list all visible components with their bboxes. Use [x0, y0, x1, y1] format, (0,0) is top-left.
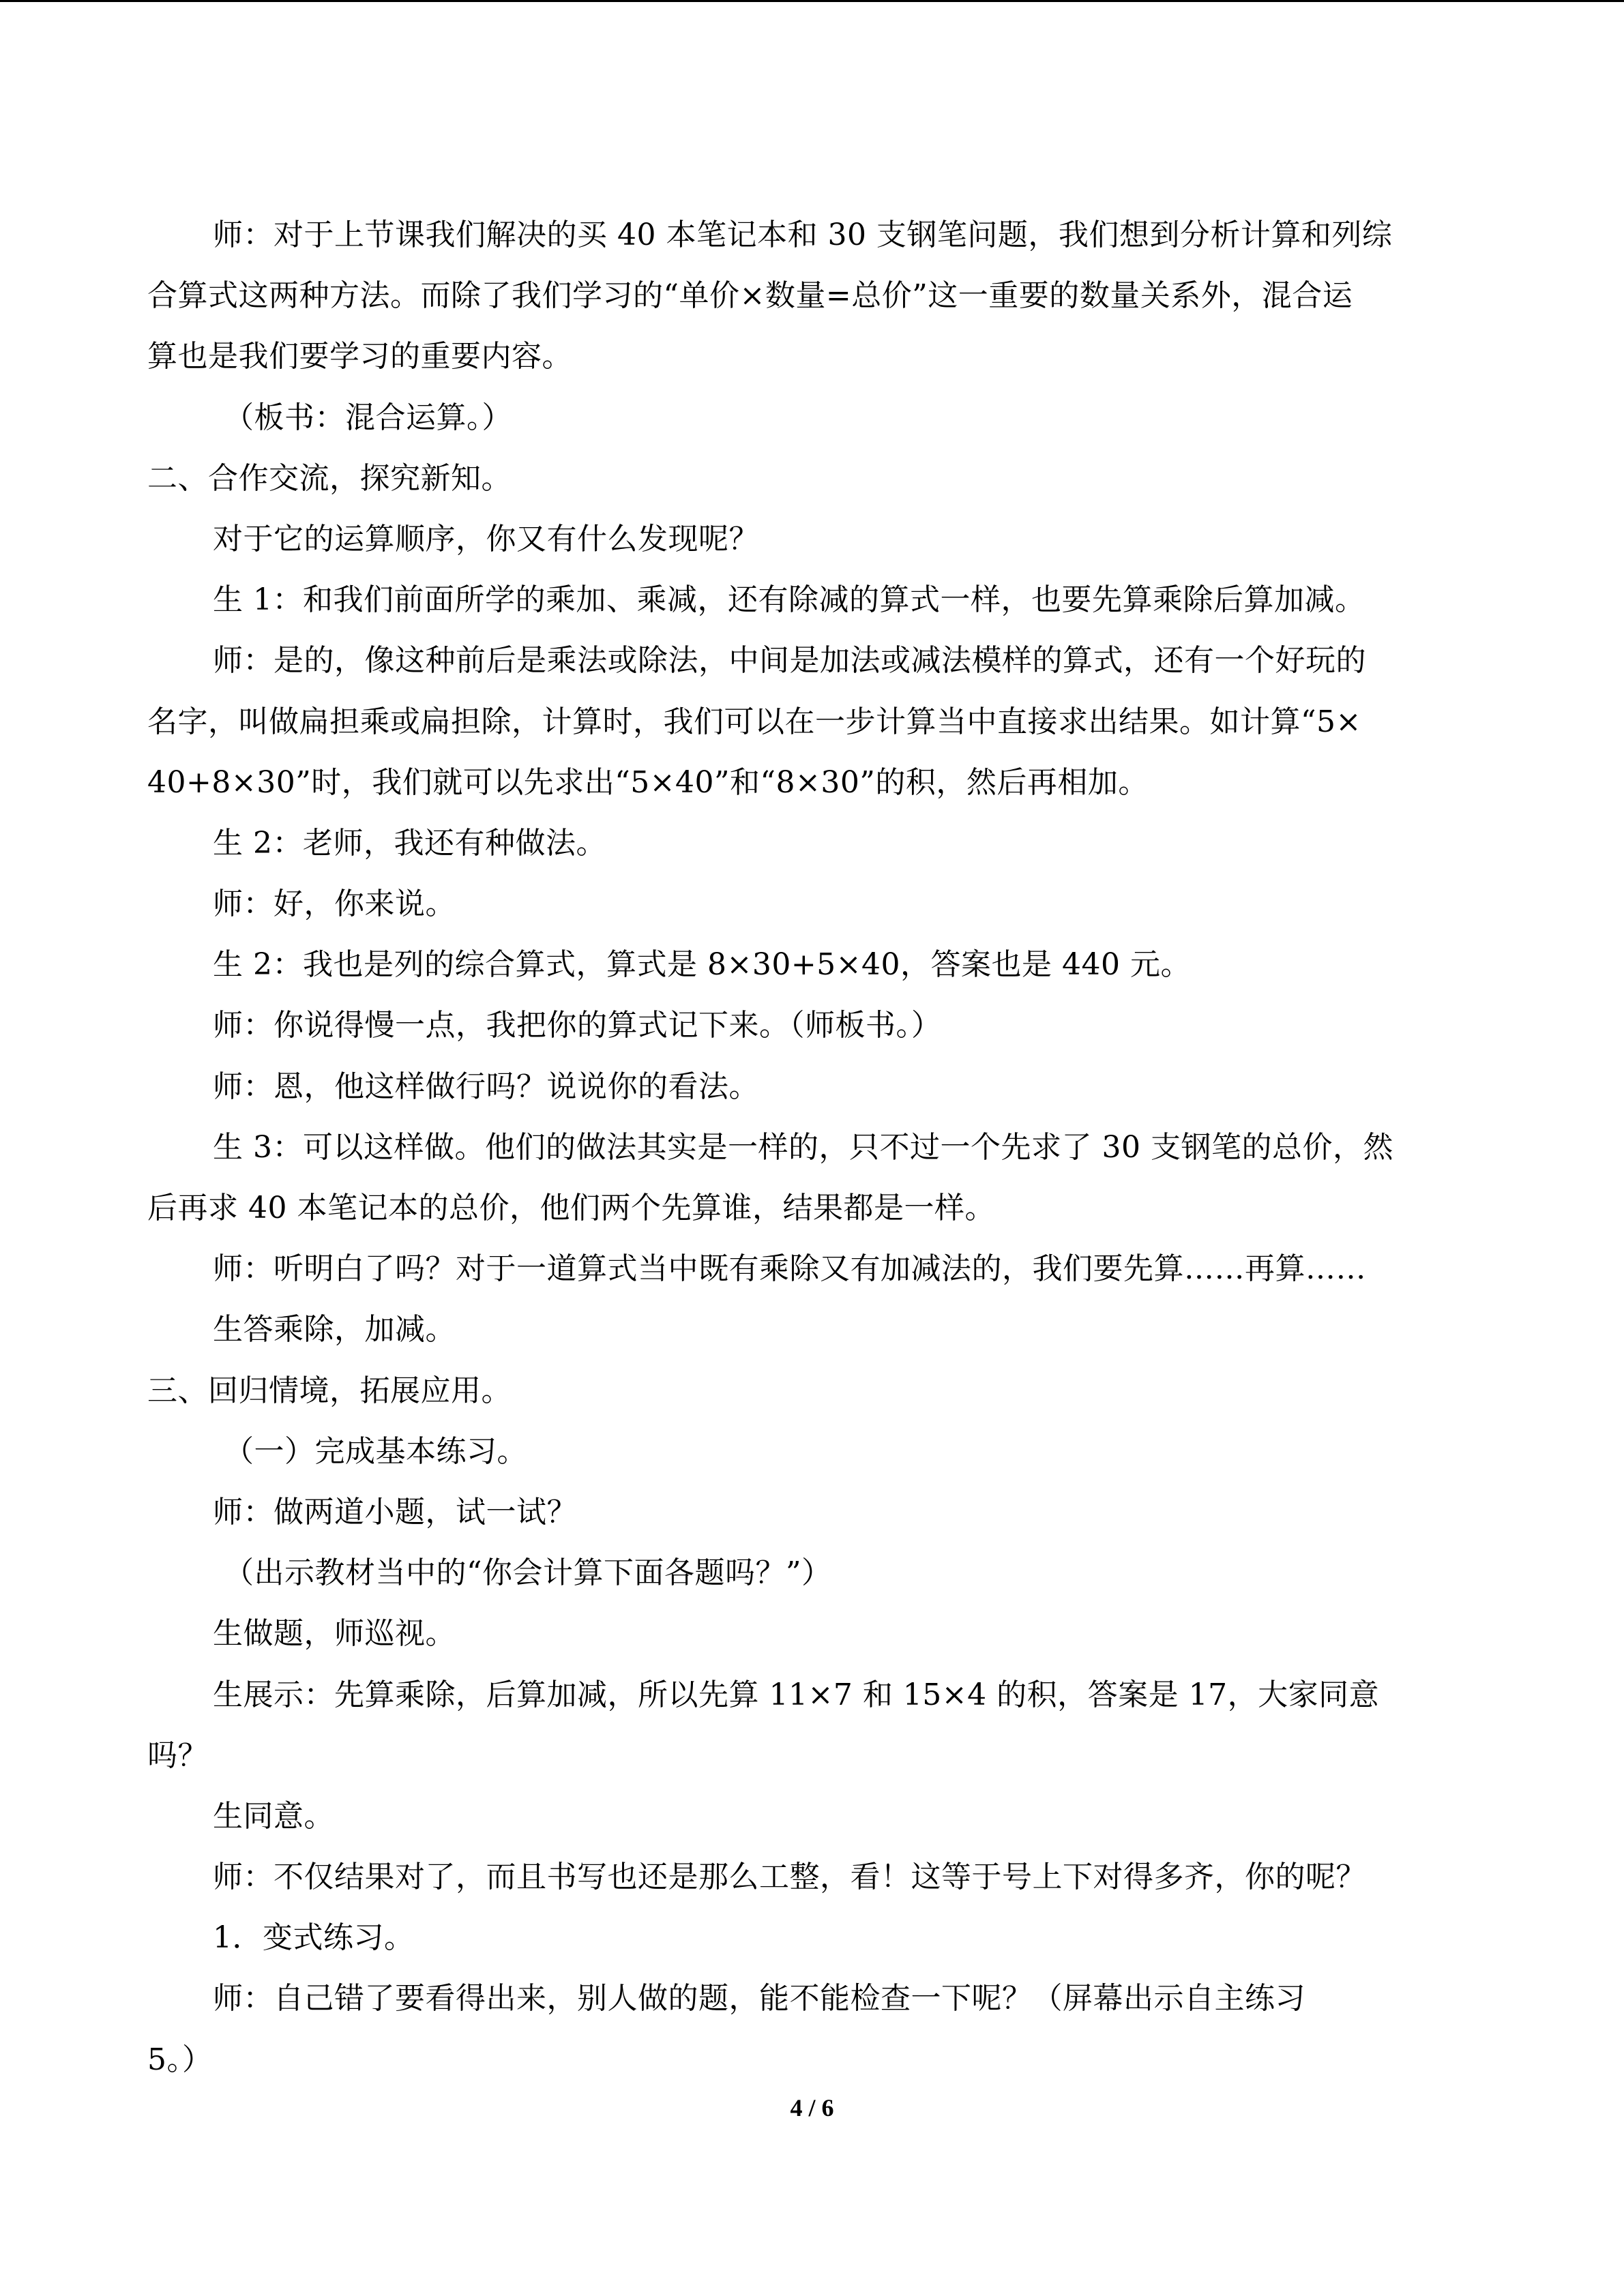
text-line: （出示教材当中的“你会计算下面各题吗？”） [224, 1555, 832, 1591]
text-line: 生 1：和我们前面所学的乘加、乘减，还有除减的算式一样，也要先算乘除后算加减。 [213, 582, 1365, 618]
text-line: 吗？ [147, 1738, 208, 1773]
text-line: （板书：混合运算。） [224, 400, 512, 435]
page-top-border [0, 0, 1624, 2]
text-line: 生 2：老师，我还有种做法。 [213, 825, 606, 861]
text-line: 三、回归情境，拓展应用。 [147, 1373, 512, 1408]
text-line: 师：不仅结果对了，而且书写也还是那么工整，看！这等于号上下对得多齐，你的呢？ [213, 1860, 1366, 1895]
text-line: 师：听明白了吗？对于一道算式当中既有乘除又有加减法的，我们要先算……再算…… [213, 1251, 1366, 1287]
text-line: 生同意。 [213, 1798, 334, 1834]
page-number: 4 / 6 [790, 2094, 834, 2121]
text-line: 后再求 40 本笔记本的总价，他们两个先算谁，结果都是一样。 [147, 1191, 995, 1225]
text-line: 生做题，师巡视。 [213, 1616, 456, 1652]
text-line: 师：对于上节课我们解决的买 40 本笔记本和 30 支钢笔问题，我们想到分析计算和列综 [213, 218, 1393, 252]
text-line: （一）完成基本练习。 [224, 1433, 527, 1469]
text-line: 对于它的运算顺序，你又有什么发现呢？ [213, 521, 759, 556]
text-line: 师：好，你来说。 [213, 886, 456, 922]
text-line: 生答乘除，加减。 [213, 1312, 456, 1347]
text-line: 师：你说得慢一点，我把你的算式记下来。（师板书。） [213, 1008, 942, 1043]
text-line: 生展示：先算乘除，后算加减，所以先算 11×7 和 15×4 的积，答案是 17，大家同意 [213, 1677, 1380, 1712]
text-line: 5。） [147, 2042, 213, 2077]
text-line: 40+8×30”时，我们就可以先求出“5×40”和“8×30”的积，然后再相加。 [147, 764, 1149, 800]
text-line: 1．变式练习。 [213, 1920, 415, 1956]
text-line: 算也是我们要学习的重要内容。 [147, 339, 572, 374]
text-line: 师：恩，他这样做行吗？说说你的看法。 [213, 1069, 759, 1104]
text-line: 师：自己错了要看得出来，别人做的题，能不能检查一下呢？（屏幕出示自主练习 [213, 1981, 1305, 2016]
text-line: 生 2：我也是列的综合算式，算式是 8×30+5×40，答案也是 440 元。 [213, 947, 1191, 983]
text-line: 名字，叫做扁担乘或扁担除，计算时，我们可以在一步计算当中直接求出结果。如计算“5× [147, 704, 1361, 739]
text-line: 生 3：可以这样做。他们的做法其实是一样的，只不过一个先求了 30 支钢笔的总价，然 [213, 1129, 1393, 1165]
text-line: 二、合作交流，探究新知。 [147, 460, 512, 496]
text-line: 合算式这两种方法。而除了我们学习的“单价×数量=总价”这一重要的数量关系外，混合运 [147, 278, 1353, 314]
text-line: 师：做两道小题，试一试？ [213, 1494, 577, 1530]
text-line: 师：是的，像这种前后是乘法或除法，中间是加法或减法模样的算式，还有一个好玩的 [213, 643, 1366, 679]
document-body [147, 205, 1477, 2090]
